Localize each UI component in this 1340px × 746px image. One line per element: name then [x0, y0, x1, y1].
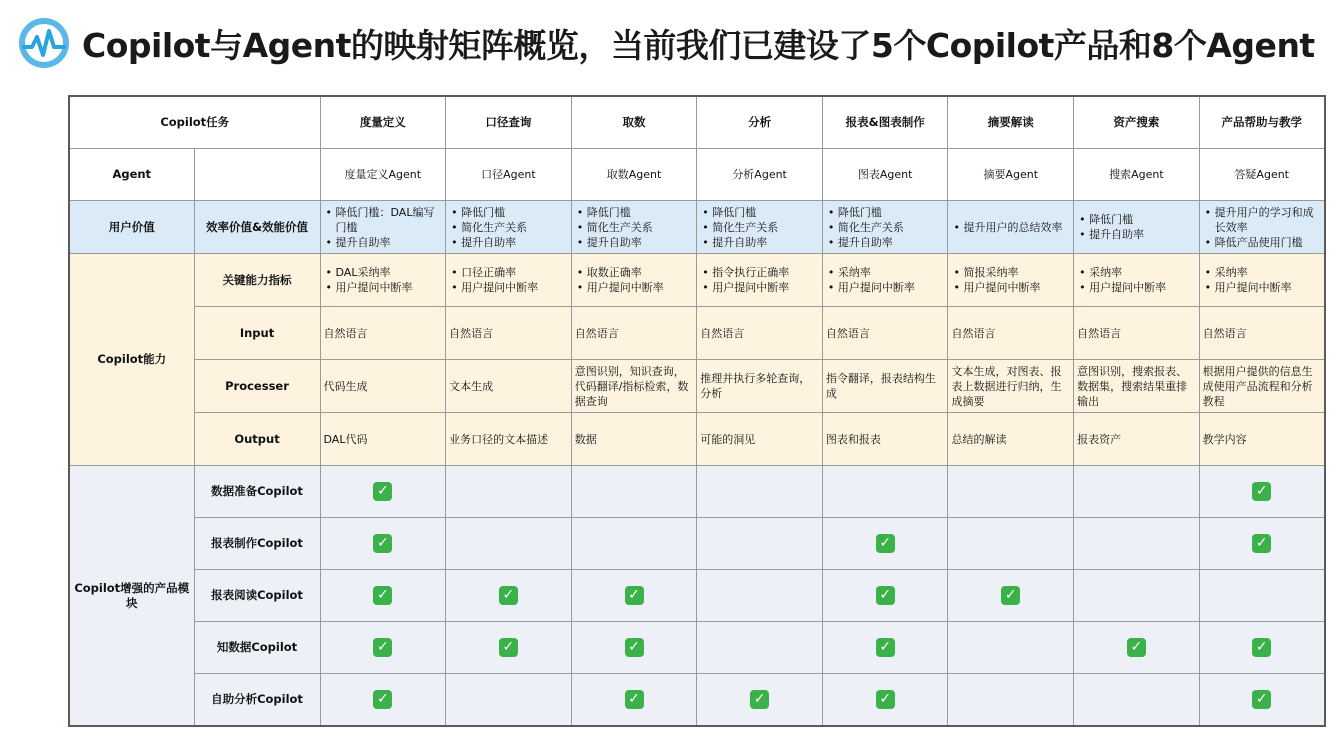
- bullet-list: [826, 205, 945, 250]
- bullet-item: • 降低门槛: [826, 205, 945, 220]
- check-icon: ✓: [373, 690, 392, 709]
- product-check-cell: [1074, 622, 1200, 674]
- user-value-cell: [1074, 201, 1200, 254]
- input-cell: 自然语言: [571, 307, 697, 360]
- agent-cell: 摘要Agent: [948, 149, 1074, 201]
- output-cell: 可能的洞见: [697, 413, 823, 466]
- agent-cell: 搜索Agent: [1074, 149, 1200, 201]
- user-value-cell: [697, 201, 823, 254]
- input-cell: 自然语言: [697, 307, 823, 360]
- check-icon: ✓: [625, 586, 644, 605]
- input-row: [69, 307, 1325, 360]
- capability-group-label: Copilot能力: [69, 254, 194, 466]
- bullet-item: • 用户提问中断率: [324, 280, 443, 295]
- task-header-label: Copilot任务: [69, 96, 320, 149]
- product-check-cell: [822, 570, 948, 622]
- product-name: 知数据Copilot: [194, 622, 320, 674]
- bullet-item: • 用户提问中断率: [449, 280, 568, 295]
- check-icon: ✓: [1001, 586, 1020, 605]
- user-value-label: 效率价值&效能价值: [194, 201, 320, 254]
- page-header: [18, 14, 1315, 72]
- product-check-cell: [948, 570, 1074, 622]
- product-check-cell: [948, 674, 1074, 727]
- bullet-item: • 提升自助率: [324, 235, 443, 250]
- kpi-cell: [320, 254, 446, 307]
- input-cell: 自然语言: [320, 307, 446, 360]
- bullet-item: • 指令执行正确率: [700, 265, 819, 280]
- user-value-row: [69, 201, 1325, 254]
- output-cell: 教学内容: [1199, 413, 1325, 466]
- check-icon: ✓: [1252, 638, 1271, 657]
- product-check-cell: [1074, 466, 1200, 518]
- bullet-list: [575, 205, 694, 250]
- bullet-list: [1203, 205, 1321, 250]
- check-icon: ✓: [499, 638, 518, 657]
- product-check-cell: [822, 622, 948, 674]
- bullet-list: [700, 265, 819, 295]
- kpi-label: 关键能力指标: [194, 254, 320, 307]
- task-header-cell: 分析: [697, 96, 823, 149]
- product-check-cell: [697, 518, 823, 570]
- input-cell: 自然语言: [1199, 307, 1325, 360]
- user-value-group-label: 用户价值: [69, 201, 194, 254]
- product-check-cell: [1199, 570, 1325, 622]
- check-icon: ✓: [625, 690, 644, 709]
- bullet-item: • 提升自助率: [700, 235, 819, 250]
- bullet-list: [449, 265, 568, 295]
- agent-row: [69, 149, 1325, 201]
- input-label: Input: [194, 307, 320, 360]
- product-row: [69, 622, 1325, 674]
- kpi-cell: [571, 254, 697, 307]
- processer-cell: 代码生成: [320, 360, 446, 413]
- product-check-cell: [446, 518, 572, 570]
- check-icon: ✓: [373, 638, 392, 657]
- bullet-item: • 降低门槛: [575, 205, 694, 220]
- check-icon: ✓: [1252, 534, 1271, 553]
- check-icon: ✓: [750, 690, 769, 709]
- processer-cell: 意图识别，搜索报表、数据集，搜索结果重排输出: [1074, 360, 1200, 413]
- user-value-cell: [1199, 201, 1325, 254]
- bullet-item: • 采纳率: [826, 265, 945, 280]
- bullet-item: • 简化生产关系: [826, 220, 945, 235]
- product-group-label: Copilot增强的产品模块: [69, 466, 194, 727]
- bullet-list: [826, 265, 945, 295]
- processer-label: Processer: [194, 360, 320, 413]
- input-cell: 自然语言: [1074, 307, 1200, 360]
- bullet-item: • 降低门槛：DAL编写门槛: [324, 205, 443, 235]
- input-cell: 自然语言: [822, 307, 948, 360]
- product-check-cell: [822, 518, 948, 570]
- bullet-item: • 简报采纳率: [951, 265, 1070, 280]
- agent-cell: 答疑Agent: [1199, 149, 1325, 201]
- check-icon: ✓: [876, 638, 895, 657]
- processer-cell: 推理并执行多轮查询，分析: [697, 360, 823, 413]
- bullet-item: • 用户提问中断率: [1077, 280, 1196, 295]
- bullet-item: • 降低门槛: [449, 205, 568, 220]
- bullet-item: • 简化生产关系: [449, 220, 568, 235]
- product-check-cell: [571, 570, 697, 622]
- product-check-cell: [446, 622, 572, 674]
- agent-cell: 图表Agent: [822, 149, 948, 201]
- check-icon: ✓: [373, 586, 392, 605]
- product-check-cell: [1199, 466, 1325, 518]
- bullet-item: • 用户提问中断率: [951, 280, 1070, 295]
- agent-empty-cell: [194, 149, 320, 201]
- processer-cell: 指令翻译，报表结构生成: [822, 360, 948, 413]
- check-icon: ✓: [373, 534, 392, 553]
- agent-cell: 口径Agent: [446, 149, 572, 201]
- agent-cell: 取数Agent: [571, 149, 697, 201]
- bullet-item: • 降低门槛: [1077, 212, 1196, 227]
- kpi-row: [69, 254, 1325, 307]
- kpi-cell: [1074, 254, 1200, 307]
- product-check-cell: [571, 466, 697, 518]
- output-cell: 报表资产: [1074, 413, 1200, 466]
- product-row: [69, 518, 1325, 570]
- task-header-cell: 资产搜索: [1074, 96, 1200, 149]
- product-name: 自助分析Copilot: [194, 674, 320, 727]
- kpi-cell: [697, 254, 823, 307]
- product-check-cell: [822, 466, 948, 518]
- product-name: 报表制作Copilot: [194, 518, 320, 570]
- wave-chart-logo-icon: [18, 17, 70, 69]
- bullet-list: [1077, 212, 1196, 242]
- product-check-cell: [320, 518, 446, 570]
- output-label: Output: [194, 413, 320, 466]
- product-row: [69, 570, 1325, 622]
- bullet-list: [700, 205, 819, 250]
- product-check-cell: [697, 570, 823, 622]
- product-check-cell: [571, 674, 697, 727]
- product-check-cell: [697, 674, 823, 727]
- copilot-agent-matrix: [68, 95, 1326, 727]
- product-row: [69, 674, 1325, 727]
- input-cell: 自然语言: [446, 307, 572, 360]
- product-check-cell: [697, 622, 823, 674]
- check-icon: ✓: [625, 638, 644, 657]
- product-check-cell: [822, 674, 948, 727]
- processer-cell: 文本生成: [446, 360, 572, 413]
- user-value-cell: [948, 201, 1074, 254]
- bullet-item: • 用户提问中断率: [1203, 280, 1321, 295]
- product-check-cell: [571, 622, 697, 674]
- product-check-cell: [320, 622, 446, 674]
- kpi-cell: [822, 254, 948, 307]
- product-check-cell: [446, 466, 572, 518]
- check-icon: ✓: [499, 586, 518, 605]
- output-cell: 数据: [571, 413, 697, 466]
- output-cell: 总结的解读: [948, 413, 1074, 466]
- product-check-cell: [446, 674, 572, 727]
- product-check-cell: [1199, 518, 1325, 570]
- bullet-list: [324, 265, 443, 295]
- task-header-cell: 摘要解读: [948, 96, 1074, 149]
- bullet-list: [324, 205, 443, 250]
- agent-header-label: Agent: [69, 149, 194, 201]
- bullet-item: • 简化生产关系: [700, 220, 819, 235]
- bullet-item: • 采纳率: [1077, 265, 1196, 280]
- agent-cell: 分析Agent: [697, 149, 823, 201]
- product-check-cell: [320, 466, 446, 518]
- product-check-cell: [948, 466, 1074, 518]
- bullet-list: [575, 265, 694, 295]
- bullet-item: • 提升自助率: [575, 235, 694, 250]
- product-check-cell: [446, 570, 572, 622]
- output-cell: 图表和报表: [822, 413, 948, 466]
- bullet-item: • 口径正确率: [449, 265, 568, 280]
- task-header-cell: 度量定义: [320, 96, 446, 149]
- output-cell: 业务口径的文本描述: [446, 413, 572, 466]
- bullet-item: • 采纳率: [1203, 265, 1321, 280]
- task-header-row: [69, 96, 1325, 149]
- check-icon: ✓: [876, 690, 895, 709]
- bullet-item: • 用户提问中断率: [826, 280, 945, 295]
- product-check-cell: [697, 466, 823, 518]
- bullet-item: • 提升自助率: [826, 235, 945, 250]
- user-value-cell: [446, 201, 572, 254]
- kpi-cell: [1199, 254, 1325, 307]
- output-cell: DAL代码: [320, 413, 446, 466]
- product-check-cell: [1199, 674, 1325, 727]
- processer-cell: 意图识别，知识查询，代码翻译/指标检索，数据查询: [571, 360, 697, 413]
- product-check-cell: [948, 518, 1074, 570]
- page-title: Copilot与Agent的映射矩阵概览，当前我们已建设了5个Copilot产品和8个Agent: [82, 25, 1315, 65]
- bullet-item: • 用户提问中断率: [575, 280, 694, 295]
- output-row: [69, 413, 1325, 466]
- bullet-item: • 提升自助率: [1077, 227, 1196, 242]
- check-icon: ✓: [1252, 482, 1271, 501]
- bullet-item: • 提升用户的总结效率: [951, 220, 1070, 235]
- product-check-cell: [1199, 622, 1325, 674]
- product-check-cell: [320, 570, 446, 622]
- bullet-list: [449, 205, 568, 250]
- product-check-cell: [948, 622, 1074, 674]
- bullet-item: • 降低门槛: [700, 205, 819, 220]
- check-icon: ✓: [876, 586, 895, 605]
- product-check-cell: [1074, 570, 1200, 622]
- product-check-cell: [1074, 674, 1200, 727]
- product-check-cell: [571, 518, 697, 570]
- bullet-item: • 降低产品使用门槛: [1203, 235, 1321, 250]
- input-cell: 自然语言: [948, 307, 1074, 360]
- bullet-item: • DAL采纳率: [324, 265, 443, 280]
- check-icon: ✓: [373, 482, 392, 501]
- user-value-cell: [320, 201, 446, 254]
- kpi-cell: [446, 254, 572, 307]
- bullet-item: • 提升用户的学习和成长效率: [1203, 205, 1321, 235]
- bullet-list: [951, 220, 1070, 235]
- task-header-cell: 口径查询: [446, 96, 572, 149]
- product-name: 数据准备Copilot: [194, 466, 320, 518]
- check-icon: ✓: [1127, 638, 1146, 657]
- bullet-list: [951, 265, 1070, 295]
- check-icon: ✓: [1252, 690, 1271, 709]
- processer-cell: 根据用户提供的信息生成使用产品流程和分析教程: [1199, 360, 1325, 413]
- check-icon: ✓: [876, 534, 895, 553]
- product-check-cell: [1074, 518, 1200, 570]
- user-value-cell: [822, 201, 948, 254]
- task-header-cell: 报表&图表制作: [822, 96, 948, 149]
- task-header-cell: 取数: [571, 96, 697, 149]
- bullet-list: [1077, 265, 1196, 295]
- bullet-item: • 简化生产关系: [575, 220, 694, 235]
- agent-cell: 度量定义Agent: [320, 149, 446, 201]
- product-row: [69, 466, 1325, 518]
- bullet-item: • 取数正确率: [575, 265, 694, 280]
- product-name: 报表阅读Copilot: [194, 570, 320, 622]
- processer-cell: 文本生成，对图表、报表上数据进行归纳，生成摘要: [948, 360, 1074, 413]
- product-check-cell: [320, 674, 446, 727]
- user-value-cell: [571, 201, 697, 254]
- bullet-list: [1203, 265, 1321, 295]
- bullet-item: • 提升自助率: [449, 235, 568, 250]
- kpi-cell: [948, 254, 1074, 307]
- bullet-item: • 用户提问中断率: [700, 280, 819, 295]
- processer-row: [69, 360, 1325, 413]
- task-header-cell: 产品帮助与教学: [1199, 96, 1325, 149]
